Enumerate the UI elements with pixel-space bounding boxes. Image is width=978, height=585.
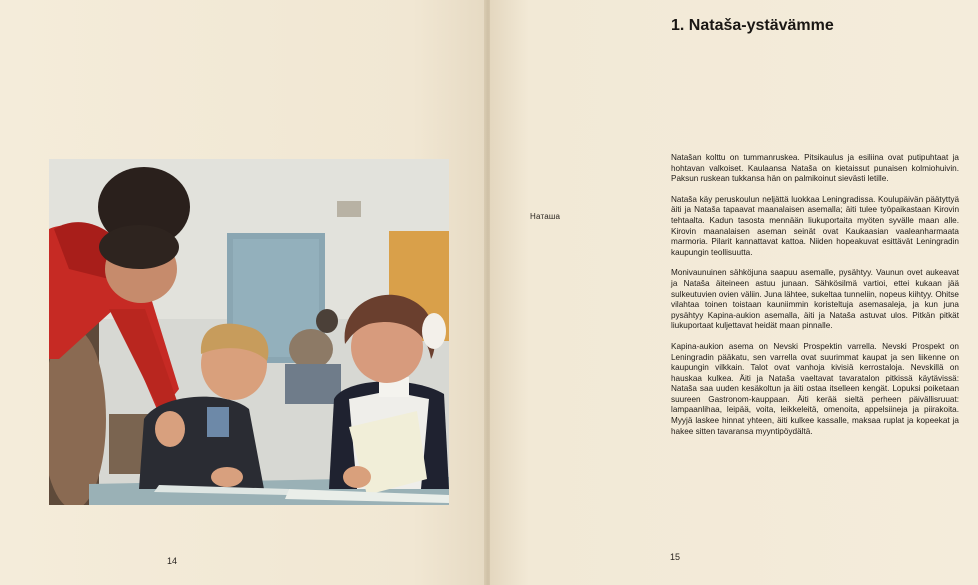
- paragraph: Kapina-aukion asema on Nevski Prospektin varrella. Nevski Prospekt on Leningradin pääkatu, sen varrella ovat suurimmat kaupat ja sen liikenne on kaupungin vilkkain. Talot ovat vanhoja kivisiä kerrostaloja. Nevskillä on hauskaa kulkea. Äiti ja Nataša vaeltavat tavaratalon pitkissä käytävissä: Nataša saa uuden kesäkoltun ja äiti ostaa itselleen kengät. Lopuksi poiketaan suureen Gastronom-kauppaan. Äiti kerää sieltä perheen päivällisruuat: lampaanlihaa, leipää, voita, leikkeleitä, omenoita, appelsiineja ja piirakoita. Myyjä laskee hinnat yhteen, äiti kulkee kassalle, maksaa ruplat ja kopeekat ja hakee sitten tavaransa myyntipöydältä.: [671, 341, 959, 436]
- chapter-title: 1. Nataša-ystävämme: [671, 17, 834, 34]
- paragraph: Monivaunuinen sähköjuna saapuu asemalle, pysähtyy. Vaunun ovet aukeavat ja Nataša äiteineen astuu junaan. Sähkösilmä vartioi, ettei kukaan jää sulkeutuvien ovien väliin. Juna lähtee, sukeltaa tunneliin, nopeus kiihtyy. Ohitse vilahtaa toinen toistaan kauniimmin koristeltuja asemasaleja, ja kun juna pysähtyy Kapina-aukion asemalla, äiti ja Nataša astuvat ulos. Pitkän pitkät liukuportaat kuljettavat heidät maan pinnalle.: [671, 268, 959, 331]
- body-text: [671, 153, 959, 447]
- left-page: [0, 0, 486, 585]
- paragraph: Natašan kolttu on tummanruskea. Pitsikaulus ja esiliina ovat putipuhtaat ja hohtavan valkoiset. Kaulaansa Nataša on kietaissut punaisen kolmiohuivin. Paksun ruskean tukkansa hän on palmikoinut sievästi letille.: [671, 153, 959, 184]
- page-number-left: 14: [167, 556, 178, 566]
- marginal-note: Наташа: [530, 212, 561, 221]
- classroom-photo: [49, 159, 449, 505]
- paragraph: Nataša käy peruskoulun neljättä luokkaa Leningradissa. Koulupäivän päätyttyä äiti ja Nataša tapaavat maanalaisen asemalla; äiti tulee työpaikastaan Kirovin tehtaalta. Kadun tasosta mennään liukuportaita myöten syvälle maan alle. Kirovin maanalaisen aseman seinät ovat Kaukaasian vaaleanharmaata marmoria. Pilarit kannattavat kattoa. Niiden hopeakuvat esittävät Leningradin kaupungin teollisuutta.: [671, 194, 959, 257]
- page-number-right: 15: [670, 552, 681, 562]
